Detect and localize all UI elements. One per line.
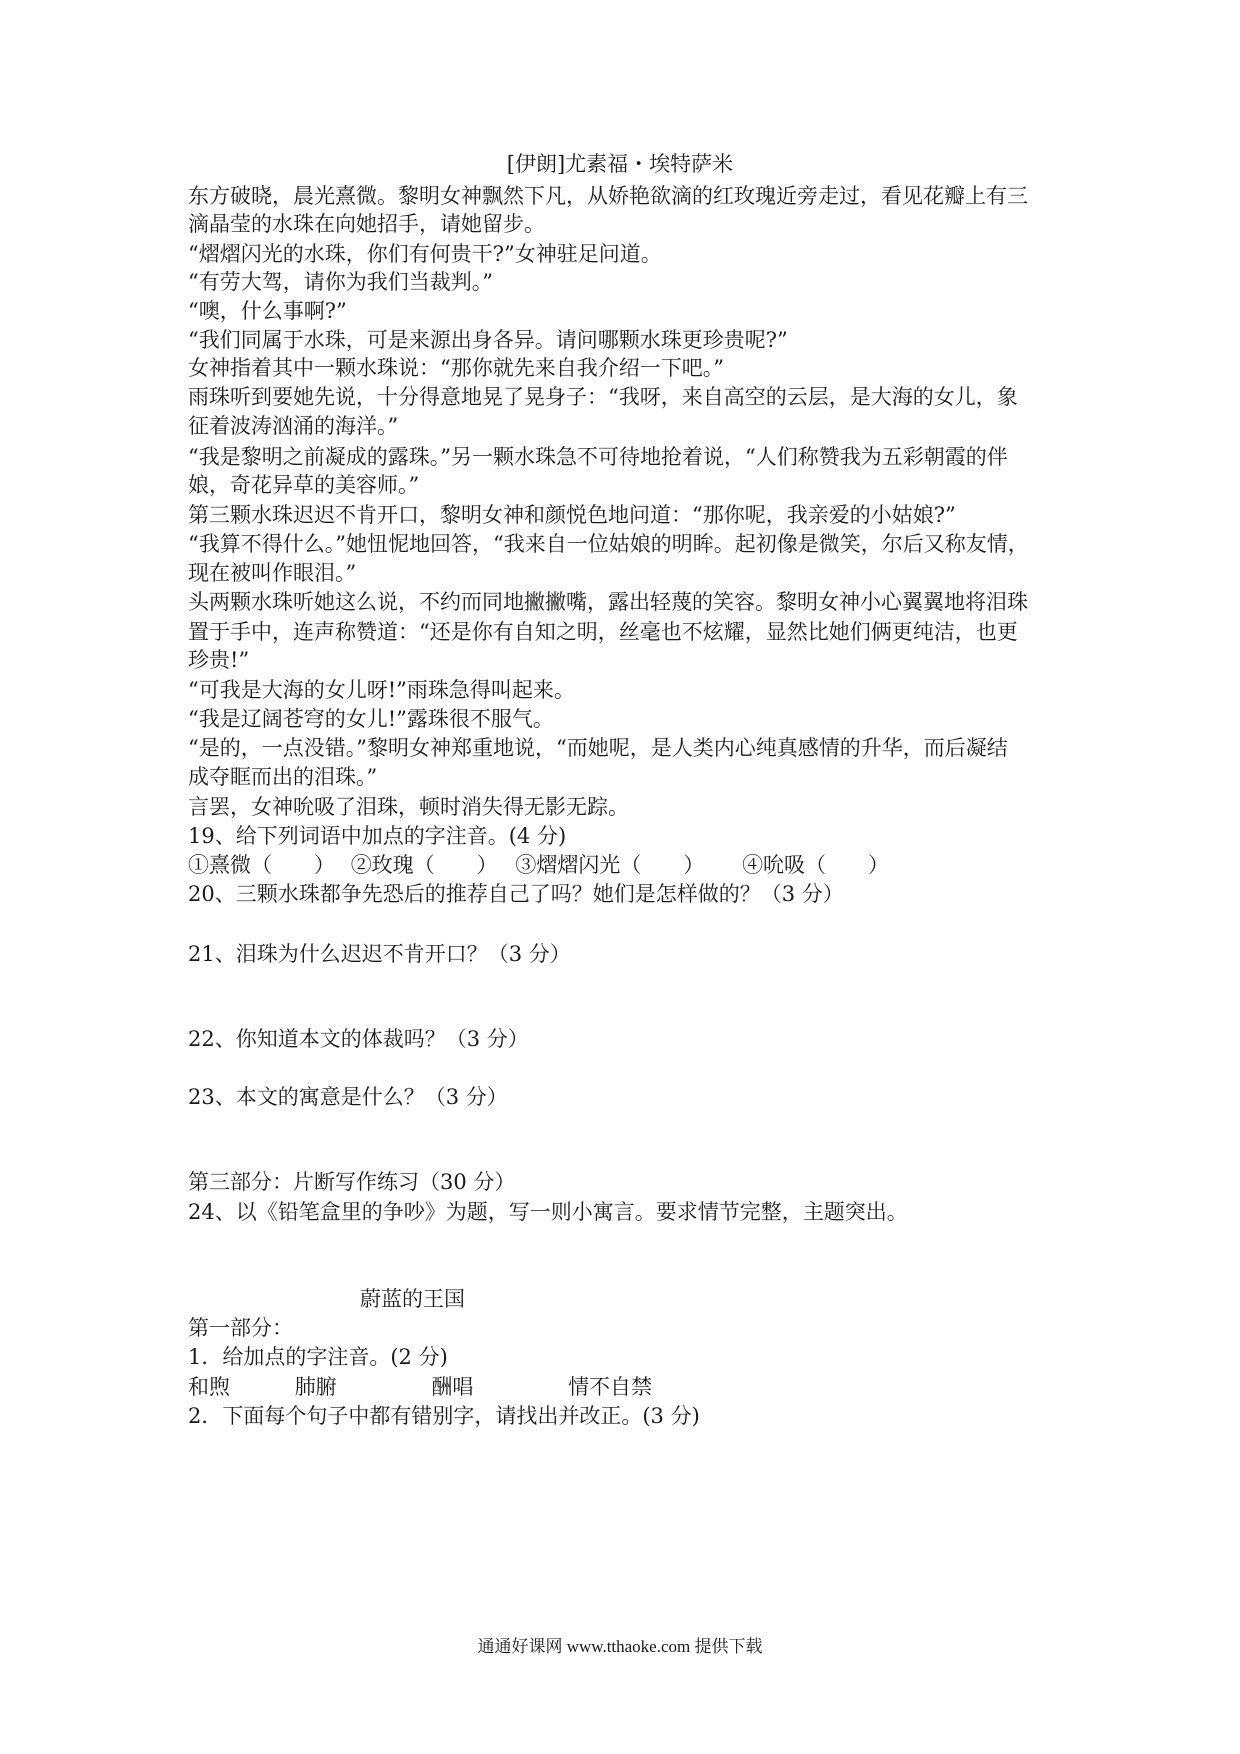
pinyin-word-list [188, 1373, 652, 1401]
part-three-heading: 第三部分：片断写作练习（30 分） [188, 1170, 516, 1194]
section-question-2: 2．下面每个句子中都有错别字，请找出并改正。(3 分) [188, 1404, 700, 1428]
passage-author: [伊朗]尤素福・埃特萨米 [506, 152, 734, 176]
passage-line: 第三颗水珠迟迟不肯开口，黎明女神和颜悦色地问道：“那你呢，我亲爱的小姑娘?” [188, 503, 956, 527]
passage-line: 征着波涛汹涌的海洋。” [188, 414, 399, 438]
passage-line: 置于手中，连声称赞道：“还是你有自知之明，丝毫也不炫耀，显然比她们俩更纯洁，也更 [188, 620, 1018, 644]
word-item: 酬唱 [431, 1375, 474, 1399]
passage-line: 女神指着其中一颗水珠说：“那你就先来自我介绍一下吧。” [188, 356, 724, 380]
passage-line: 雨珠听到要她先说，十分得意地晃了晃身子：“我呀，来自高空的云层，是大海的女儿，象 [188, 385, 1018, 409]
question-23: 23、本文的寓意是什么？（3 分） [188, 1085, 508, 1109]
word-item: 情不自禁 [568, 1375, 653, 1399]
blank-item: ②玫瑰（ ） [350, 853, 498, 877]
part-one-heading: 第一部分： [188, 1316, 293, 1340]
page-footer: 通通好课网 www.tthaoke.com 提供下载 [477, 1637, 763, 1656]
passage-line: “我算不得什么。”她忸怩地回答，“我来自一位姑娘的明眸。起初像是微笑，尔后又称友情， [188, 532, 1029, 556]
question-20: 20、三颗水珠都争先恐后的推荐自己了吗？她们是怎样做的？（3 分） [188, 882, 844, 906]
passage-line: 言罢，女神吮吸了泪珠，顿时消失得无影无踪。 [188, 795, 629, 819]
passage-line: 滴晶莹的水珠在向她招手，请她留步。 [188, 212, 545, 236]
blank-item: ④吮吸（ ） [742, 853, 890, 877]
passage-line: “熠熠闪光的水珠，你们有何贵干?”女神驻足问道。 [188, 242, 662, 266]
question-19-items [188, 851, 889, 879]
passage-line: “我们同属于水珠，可是来源出身各异。请问哪颗水珠更珍贵呢?” [188, 328, 788, 352]
passage-line: “有劳大驾，请你为我们当裁判。” [188, 270, 493, 294]
question-22: 22、你知道本文的体裁吗？（3 分） [188, 1027, 529, 1051]
passage-line: 成夺眶而出的泪珠。” [188, 765, 378, 789]
passage-line: “可我是大海的女儿呀!”雨珠急得叫起来。 [188, 678, 575, 702]
section-question-1: 1．给加点的字注音。(2 分) [188, 1345, 448, 1369]
passage-line: 头两颗水珠听她这么说，不约而同地撇撇嘴，露出轻蔑的笑容。黎明女神小心翼翼地将泪珠 [188, 590, 1028, 614]
question-24: 24、以《铅笔盒里的争吵》为题，写一则小寓言。要求情节完整，主题突出。 [188, 1200, 908, 1224]
question-21: 21、泪珠为什么迟迟不肯开口？（3 分） [188, 942, 571, 966]
passage-line: 现在被叫作眼泪。” [188, 561, 357, 585]
story-title: 蔚蓝的王国 [360, 1287, 465, 1311]
word-item: 和煦 [188, 1375, 230, 1399]
blank-item: ①熹微（ ） [188, 853, 335, 877]
blank-item: ③熠熠闪光（ ） [515, 853, 705, 877]
passage-line: “噢，什么事啊?” [188, 299, 347, 323]
passage-line: “我是辽阔苍穹的女儿!”露珠很不服气。 [188, 707, 554, 731]
passage-line: “是的，一点没错。”黎明女神郑重地说，“而她呢，是人类内心纯真感情的升华，而后凝结 [188, 736, 1008, 760]
word-item: 肺腑 [294, 1375, 337, 1399]
question-19: 19、给下列词语中加点的字注音。(4 分) [188, 824, 567, 848]
passage-line: 娘，奇花异草的美容师。” [188, 473, 420, 497]
passage-line: 珍贵!” [188, 648, 250, 672]
passage-line: “我是黎明之前凝成的露珠。”另一颗水珠急不可待地抢着说，“人们称赞我为五彩朝霞的伴 [188, 445, 1008, 469]
passage-line: 东方破晓，晨光熹微。黎明女神飘然下凡，从娇艳欲滴的红玫瑰近旁走过，看见花瓣上有三 [188, 184, 1028, 208]
